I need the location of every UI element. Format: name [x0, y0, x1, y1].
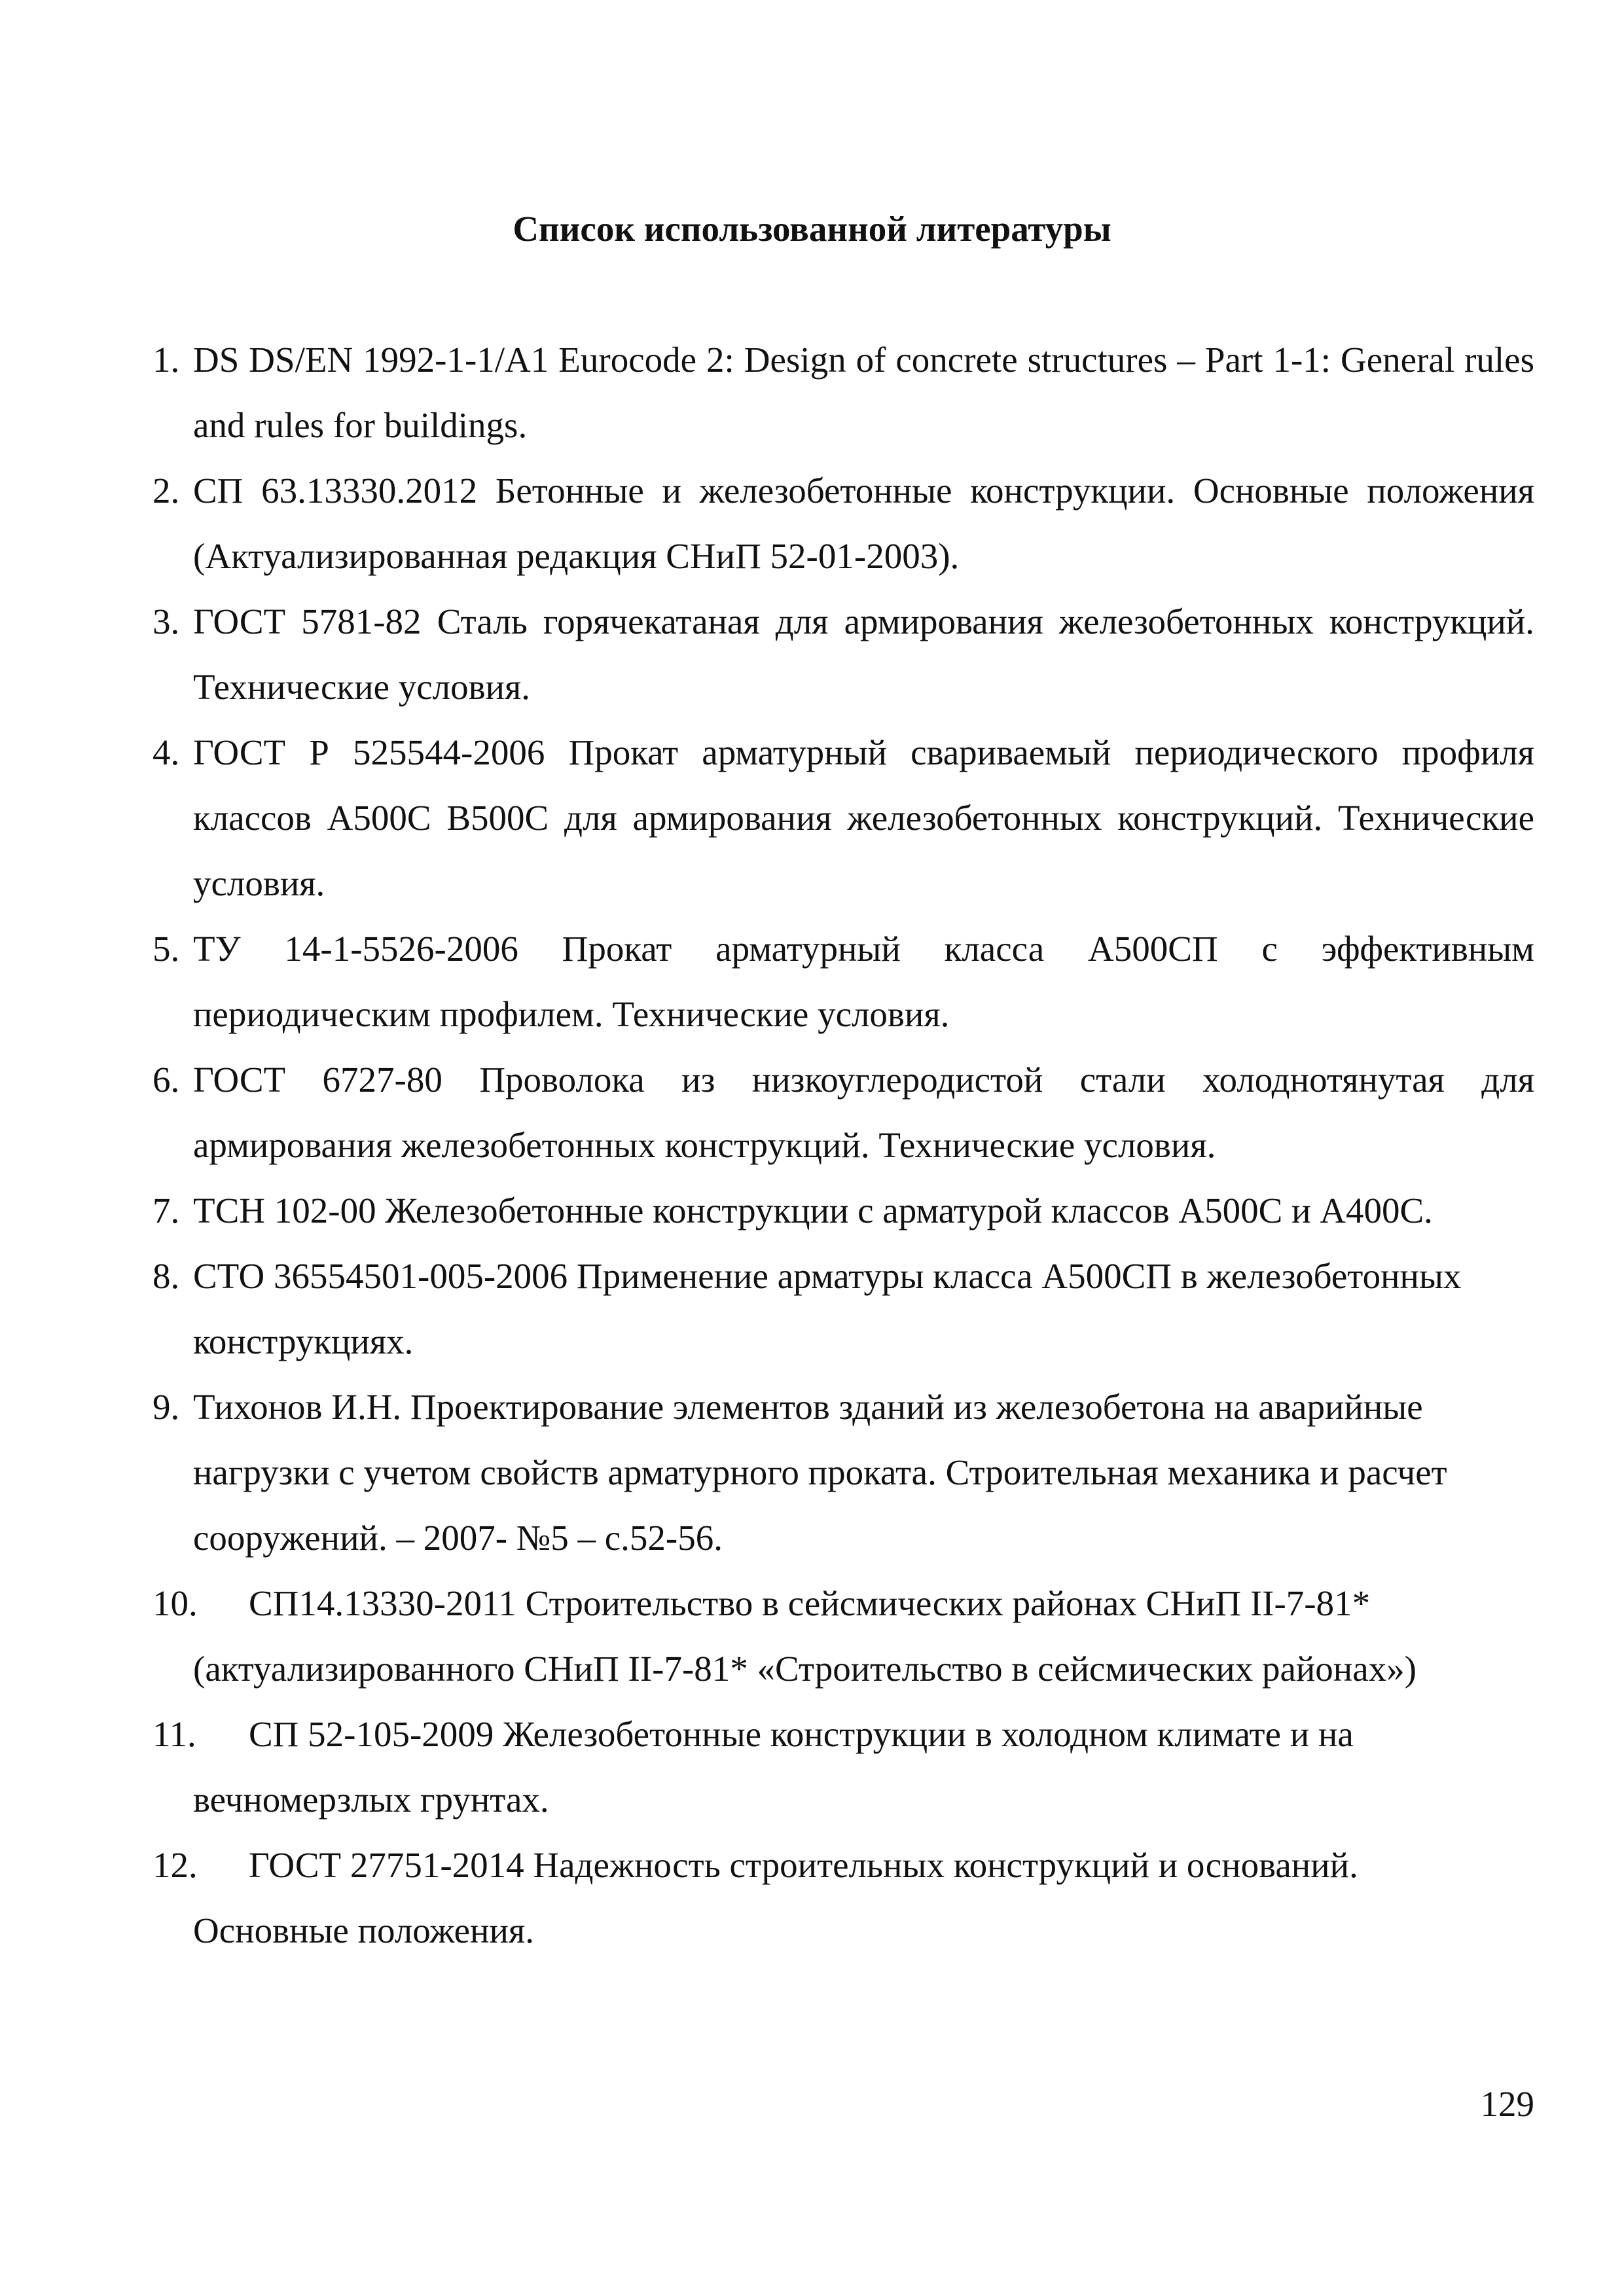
reference-number: 12.	[153, 1845, 198, 1885]
reference-number: 6.	[153, 1060, 180, 1100]
reference-text: ГОСТ 6727-80 Проволока из низкоуглеродистой стали холоднотянутая для армирования железобетонных конструкций. Технические условия.	[193, 1060, 1534, 1165]
page-number: 129	[1480, 2084, 1534, 2124]
reference-text: ТСН 102-00 Железобетонные конструкции с арматурой классов А500С и А400С.	[193, 1191, 1433, 1230]
reference-text-block	[193, 1833, 1534, 1964]
reference-number: 7.	[153, 1191, 180, 1230]
list-item	[153, 1244, 1534, 1374]
list-item	[153, 458, 1534, 589]
reference-text: СП 63.13330.2012 Бетонные и железобетонные конструкции. Основные положения (Актуализированная редакция СНиП 52-01-2003).	[193, 471, 1534, 576]
list-item	[153, 1047, 1534, 1178]
reference-number: 11.	[153, 1714, 196, 1754]
reference-number: 9.	[153, 1387, 180, 1427]
reference-text: DS DS/EN 1992-1-1/A1 Eurocode 2: Design of concrete structures – Part 1-1: General rules and rules for buildings.	[193, 340, 1534, 445]
reference-number: 4.	[153, 732, 180, 772]
reference-number: 2.	[153, 471, 180, 511]
reference-text: Тихонов И.Н. Проектирование элементов зданий из железобетона на аварийные нагрузки с учетом свойств арматурного проката. Строительная механика и расчет сооружений. – 2007- №5 – с.52-56.	[193, 1387, 1447, 1558]
reference-continuation: вечномерзлых грунтах.	[193, 1780, 549, 1820]
reference-continuation: Основные положения.	[193, 1910, 534, 1950]
list-item	[153, 1833, 1534, 1964]
reference-text: ТУ 14-1-5526-2006 Прокат арматурный класса А500СП с эффективным периодическим профилем. Технические условия.	[193, 929, 1534, 1034]
reference-number: 5.	[153, 929, 180, 969]
reference-text-block	[193, 1571, 1534, 1702]
page-title: Список использованной литературы	[513, 209, 1111, 249]
reference-number: 8.	[153, 1256, 180, 1296]
reference-number: 10.	[153, 1583, 198, 1623]
reference-text: ГОСТ 5781-82 Сталь горячекатаная для армирования железобетонных конструкций. Технические условия.	[193, 601, 1534, 707]
list-item	[153, 1374, 1534, 1571]
reference-number: 1.	[153, 340, 180, 380]
list-item	[153, 1571, 1534, 1702]
list-item	[153, 589, 1534, 720]
reference-text-block	[193, 1702, 1534, 1833]
list-item	[153, 916, 1534, 1047]
list-item	[153, 1178, 1534, 1244]
list-item	[153, 327, 1534, 458]
list-item	[153, 720, 1534, 916]
reference-lead-line: СП14.13330-2011 Строительство в сейсмических районах СНиП II-7-81*	[249, 1583, 1371, 1623]
reference-continuation: (актуализированного СНиП II-7-81* «Строительство в сейсмических районах»)	[193, 1649, 1416, 1689]
reference-text: ГОСТ Р 525544-2006 Прокат арматурный свариваемый периодического профиля классов А500С В500С для армирования железобетонных конструкций. Технические условия.	[193, 732, 1534, 903]
reference-list	[153, 327, 1534, 1964]
reference-lead-line: ГОСТ 27751-2014 Надежность строительных конструкций и оснований.	[249, 1845, 1358, 1885]
reference-number: 3.	[153, 601, 180, 641]
list-item	[153, 1702, 1534, 1833]
reference-text: СТО 36554501-005-2006 Применение арматуры класса А500СП в железобетонных конструкциях.	[193, 1256, 1462, 1361]
reference-lead-line: СП 52-105-2009 Железобетонные конструкции в холодном климате и на	[249, 1714, 1354, 1754]
